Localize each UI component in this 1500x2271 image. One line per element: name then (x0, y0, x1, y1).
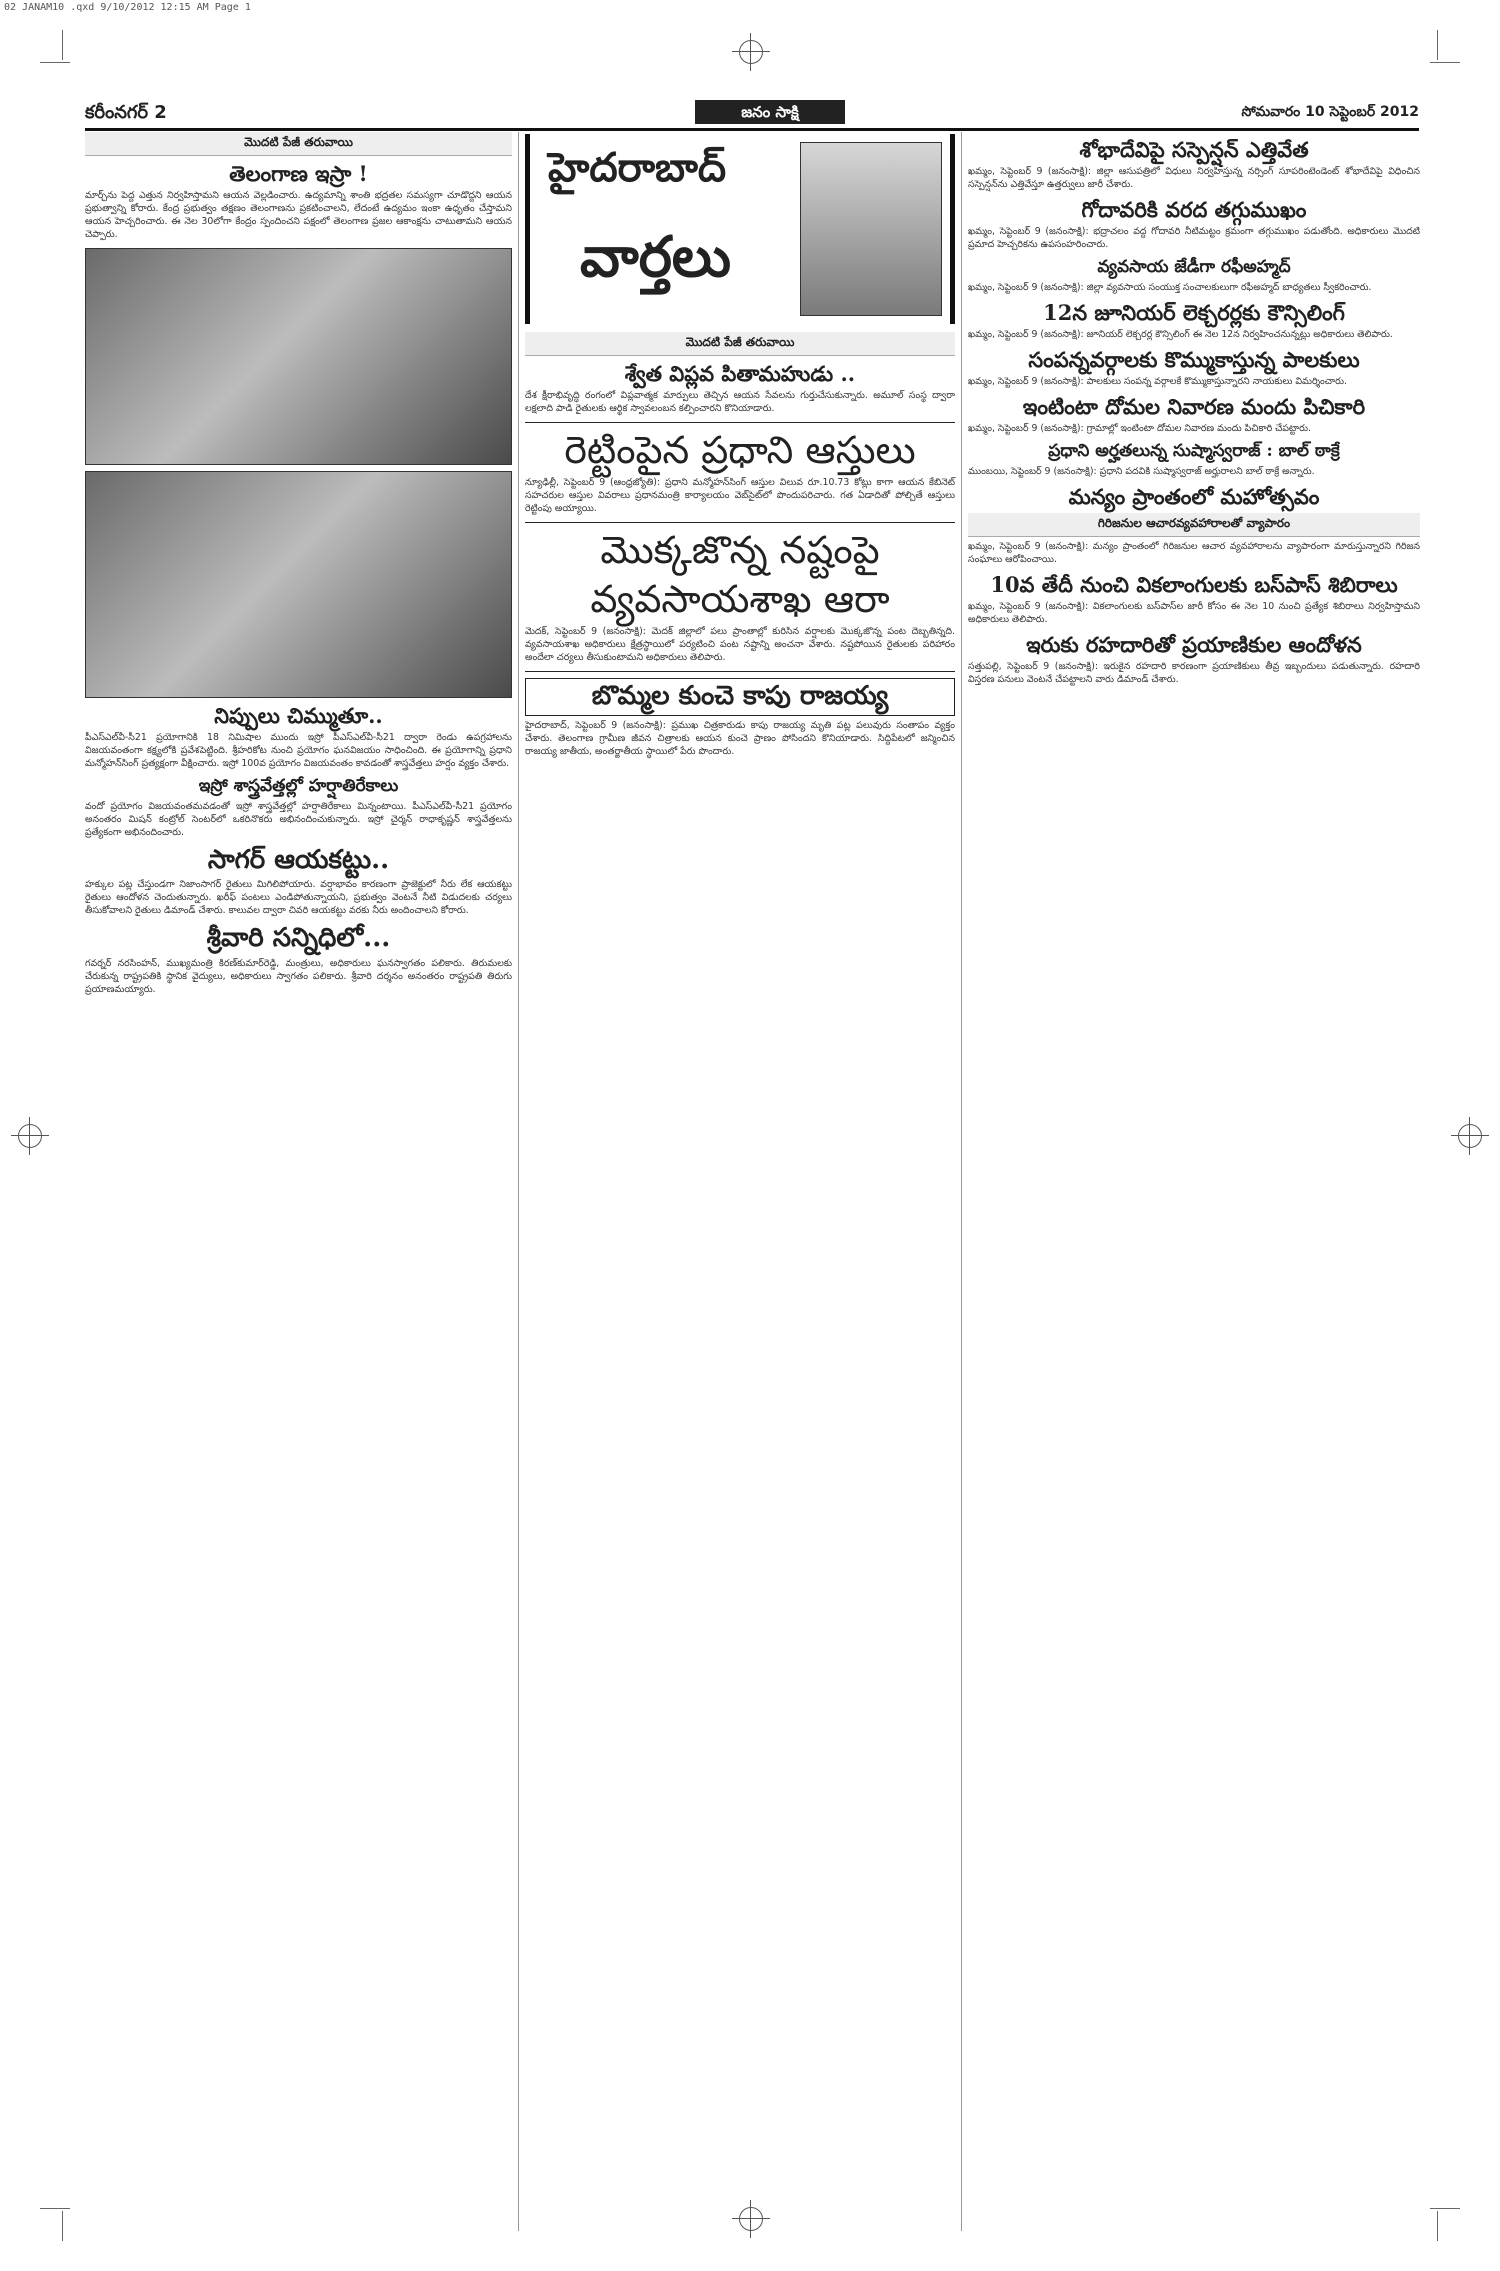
charminar-photo (800, 142, 942, 316)
column-center (525, 132, 955, 2231)
photo-protest-crowd (85, 471, 512, 698)
crop-mark (62, 30, 63, 60)
column-rule (518, 132, 519, 2231)
banner-subtitle: వార్తలు (580, 224, 731, 290)
article-body: వందో ప్రయోగం విజయవంతమవడంతో ఇస్రో శాస్త్రవేత్తల్లో హర్షాతిరేకాలు మిన్నంటాయి. పీఎస్‌ఎల్‌వీ-సీ21 ప్రయోగం అనంతరం మిషన్ కంట్రోల్ సెంటర్‌లో ఒకరినొకరు అభినందించుకున్నారు. ఇస్రో చైర్మన్ రాధాకృష్ణన్ శాస్త్రవేత్తలను ప్రత్యేకంగా అభినందించారు. (85, 800, 512, 838)
registration-mark-icon (1458, 1124, 1482, 1148)
headline: బొమ్మల కుంచె కాపు రాజయ్య (525, 678, 955, 716)
headline: ఇస్రో శాస్త్రవేత్తల్లో హర్షాతిరేకాలు (198, 776, 399, 797)
headline: ఇరుకు రహదారితో ప్రయాణికుల ఆందోళన (1026, 631, 1362, 657)
masthead-logo: జనం సాక్షి (695, 100, 845, 124)
article-body: గవర్నర్ నరసింహన్, ముఖ్యమంత్రి కిరణ్‌కుమార్‌రెడ్డి, మంత్రులు, అధికారులు ఘనస్వాగతం పలికారు. తిరుమలకు చేరుకున్న రాష్ట్రపతికి స్థానిక వైద్యులు, అధికారులు స్వాగతం పలికారు. శ్రీవారి దర్శనం అనంతరం రాష్ట్రపతి తిరుగు ప్రయాణమయ్యారు. (85, 958, 512, 996)
crop-mark (1437, 2211, 1438, 2241)
article-body: ఖమ్మం, సెప్టెంబర్ 9 (జనంసాక్షి): గ్రామాల్లో ఇంటింటా దోమల నివారణ మందు పిచికారి చేపట్టారు. (968, 423, 1311, 435)
article-body: హైదరాబాద్, సెప్టెంబర్ 9 (జనంసాక్షి): ప్రముఖ చిత్రకారుడు కాపు రాజయ్య మృతి పట్ల పలువురు సంతాపం వ్యక్తం చేశారు. తెలంగాణ గ్రామీణ జీవన చిత్రాలకు ఆయన కుంచె ప్రాణం పోసిందని కొనియాడారు. సిద్దిపేటలో జన్మించిన రాజయ్య జాతీయ, అంతర్జాతీయ స్థాయిలో పేరు పొందారు. (525, 719, 955, 757)
headline: శ్వేత విప్లవ పితామహుడు .. (624, 361, 856, 386)
article-body: ఖమ్మం, సెప్టెంబర్ 9 (జనంసాక్షి): భద్రాచలం వద్ద గోదావరి నీటిమట్టం క్రమంగా తగ్గుముఖం పడుతోంది. అధికారులు మొదటి ప్రమాద హెచ్చరికను ఉపసంహరించారు. (968, 226, 1420, 251)
banner-title: హైదరాబాద్ (548, 144, 727, 191)
column-right (968, 132, 1420, 2231)
column-left (85, 132, 512, 2231)
headline: శోభాదేవిపై సస్పెన్షన్ ఎత్తివేత (1079, 137, 1309, 162)
article-body: న్యూఢిల్లీ, సెప్టెంబర్ 9 (ఆంధ్రజ్యోతి): ప్రధాని మన్మోహన్‌సింగ్ ఆస్తుల విలువ రూ.10.73 కోట్లు కాగా ఆయన కేబినెట్ సహచరుల ఆస్తుల వివరాలు ప్రధానమంత్రి కార్యాలయం వెబ్‌సైట్‌లో పొందుపరిచారు. గత ఏడాదితో పోల్చితే ఆస్తులు రెట్టింపు అయ్యాయి. (525, 476, 955, 514)
divider (525, 522, 955, 523)
print-slug: 02 JANAM10 .qxd 9/10/2012 12:15 AM Page 1 (4, 2, 251, 13)
crop-mark (1430, 2208, 1460, 2209)
article-body: దేశ క్షీరాభివృద్ధి రంగంలో విప్లవాత్మక మార్పులు తెచ్చిన ఆయన సేవలను గుర్తుచేసుకున్నారు. అమూల్ సంస్థ ద్వారా లక్షలాది పాడి రైతులకు ఆర్థిక స్వావలంబన కల్పించారని కొనియాడారు. (525, 390, 955, 415)
section-label: కరీంనగర్ 2 (85, 102, 167, 123)
headline: 12న జూనియర్ లెక్చరర్లకు కౌన్సిలింగ్ (1043, 299, 1345, 325)
headline: గోదావరికి వరద తగ్గుముఖం (1081, 197, 1307, 223)
photo-drummers (85, 248, 512, 465)
article-body: ఖమ్మం, సెప్టెంబర్ 9 (జనంసాక్షి): జిల్లా వ్యవసాయ సంయుక్త సంచాలకులుగా రఫీఅహ్మద్ బాధ్యతలు స్వీకరించారు. (968, 281, 1372, 293)
hyderabad-news-banner (525, 134, 955, 324)
continuation-tag: మొదటి పేజీ తరువాయి (85, 132, 512, 156)
continuation-tag: మొదటి పేజీ తరువాయి (525, 332, 955, 356)
headline: మొక్కజొన్న నష్టంపై (600, 527, 880, 572)
article-body: పీఎస్‌ఎల్‌వీ-సీ21 ప్రయోగానికి 18 నిమిషాల ముందు ఇస్రో పీఎస్‌ఎల్‌వీ-సీ21 ద్వారా రెండు ఉపగ్రహాలను విజయవంతంగా కక్ష్యలోకి ప్రవేశపెట్టింది. శ్రీహరికోట నుంచి ప్రయోగం ఘనవిజయం సాధించింది. ఈ ప్రయోగాన్ని ప్రధాని మన్మోహన్‌సింగ్ ప్రత్యక్షంగా వీక్షించారు. ఇస్రో 100వ ప్రయోగం విజయవంతం కావడంతో శాస్త్రవేత్తలు హర్షం వ్యక్తం చేశారు. (85, 732, 512, 770)
headline: వ్యవసాయ జేడీగా రఫీఅహ్మద్ (1097, 257, 1291, 278)
crop-mark (62, 2211, 63, 2241)
crop-mark (1437, 30, 1438, 60)
issue-date: సోమవారం 10 సెప్టెంబర్ 2012 (1241, 104, 1419, 120)
headline: తెలంగాణ ఇస్రా ! (229, 161, 368, 186)
article-body: ఖమ్మం, సెప్టెంబర్ 9 (జనంసాక్షి): వికలాంగులకు బస్‌పాస్‌ల జారీ కోసం ఈ నెల 10 నుంచి ప్రత్యేక శిబిరాలు నిర్వహిస్తామని అధికారులు తెలిపారు. (968, 600, 1420, 625)
headline: 10వ తేదీ నుంచి వికలాంగులకు బస్‌పాస్ శిబిరాలు (990, 571, 1398, 597)
crop-mark (1430, 62, 1460, 63)
column-rule (961, 132, 962, 2231)
article-body: ఖమ్మం, సెప్టెంబర్ 9 (జనంసాక్షి): జిల్లా ఆసుపత్రిలో విధులు నిర్వహిస్తున్న నర్సింగ్ సూపరింటెండెంట్ శోభాదేవిపై విధించిన సస్పెన్షన్‌ను ఎత్తివేస్తూ ఉత్తర్వులు జారీ చేశారు. (968, 166, 1420, 191)
headline: శ్రీవారి సన్నిధిలో... (206, 923, 391, 954)
article-body: మార్చ్‌ను పెద్ద ఎత్తున నిర్వహిస్తామని ఆయన వెల్లడించారు. ఉద్యమాన్ని శాంతి భద్రతల సమస్యగా చూడొద్దని ఆయన ప్రభుత్వాన్ని కోరారు. కేంద్ర ప్రభుత్వం తక్షణం తెలంగాణను ప్రకటించాలని, లేదంటే ఉద్యమం ఇంకా ఉధృతం చేస్తామని ఆయన హెచ్చరించారు. ఈ నెల 30లోగా కేంద్రం స్పందించని పక్షంలో తెలంగాణ ప్రజల ఆకాంక్షను చాటుతామని ఆయన చెప్పారు. (85, 190, 512, 241)
registration-mark-icon (18, 1124, 42, 1148)
headline: రెట్టింపైన ప్రధాని ఆస్తులు (564, 428, 916, 473)
headline: మన్యం ప్రాంతంలో మహోత్సవం (1068, 483, 1320, 509)
headline: సాగర్ ఆయకట్టు.. (207, 844, 390, 875)
article-body: ఖమ్మం, సెప్టెంబర్ 9 (జనంసాక్షి): పాలకులు సంపన్న వర్గాలకే కొమ్ముకాస్తున్నారని నాయకులు విమర్శించారు. (968, 375, 1347, 387)
headline: ప్రధాని అర్హతలున్న సుష్మాస్వరాజ్ : బాల్ ఠాక్రే (1048, 441, 1340, 461)
crop-mark (40, 62, 70, 63)
article-body: ఖమ్మం, సెప్టెంబర్ 9 (జనంసాక్షి): మన్యం ప్రాంతంలో గిరిజనుల ఆచార వ్యవహారాలను వ్యాపారంగా మారుస్తున్నారని గిరిజన సంఘాలు ఆరోపించాయి. (968, 540, 1420, 565)
crop-mark (40, 2208, 70, 2209)
sub-headline: గిరిజనుల ఆచారవ్యవహారాలతో వ్యాపారం (968, 513, 1420, 537)
article-body: హక్కుల పట్ల చేస్తుండగా నిజాంసాగర్ రైతులు మిగిలిపోయారు. వర్షాభావం కారణంగా ప్రాజెక్టులో నీరు లేక ఆయకట్టు రైతులు ఆందోళన చెందుతున్నారు. ఖరీఫ్ పంటలు ఎండిపోతున్నాయని, ప్రభుత్వం వెంటనే నీటి విడుదలకు చర్యలు తీసుకోవాలని రైతులు డిమాండ్ చేశారు. కాలువల ద్వారా చివరి ఆయకట్టు వరకు నీరు అందించాలని కోరారు. (85, 879, 512, 917)
page-header (85, 100, 1419, 131)
article-body: ముంబయి, సెప్టెంబర్ 9 (జనంసాక్షి): ప్రధాని పదవికి సుష్మాస్వరాజ్ అర్హురాలని బాల్ ఠాక్రే అన్నారు. (968, 465, 1315, 477)
headline: వ్యవసాయశాఖ ఆరా (590, 577, 890, 622)
headline: ఇంటింటా దోమల నివారణ మందు పిచికారి (1022, 393, 1366, 419)
divider (525, 671, 955, 672)
article-body: ఖమ్మం, సెప్టెంబర్ 9 (జనంసాక్షి): జూనియర్ లెక్చరర్ల కౌన్సిలింగ్ ఈ నెల 12న నిర్వహించనున్నట్లు అధికారులు తెలిపారు. (968, 328, 1393, 340)
article-body: సత్తుపల్లి, సెప్టెంబర్ 9 (జనంసాక్షి): ఇరుకైన రహదారి కారణంగా ప్రయాణికులు తీవ్ర ఇబ్బందులు పడుతున్నారు. రహదారి విస్తరణ పనులు వెంటనే చేపట్టాలని వారు డిమాండ్ చేశారు. (968, 660, 1420, 685)
headline: నిప్పులు చిమ్ముతూ.. (214, 703, 383, 729)
article-body: మెదక్, సెప్టెంబర్ 9 (జనంసాక్షి): మెదక్ జిల్లాలో పలు ప్రాంతాల్లో కురిసిన వర్షాలకు మొక్కజొన్న పంట దెబ్బతిన్నది. వ్యవసాయశాఖ అధికారులు క్షేత్రస్థాయిలో పర్యటించి పంట నష్టాన్ని అంచనా వేశారు. నష్టపోయిన రైతులకు పరిహారం అందేలా చర్యలు తీసుకుంటామని అధికారులు తెలిపారు. (525, 626, 955, 663)
registration-mark-icon (739, 40, 763, 64)
divider (525, 422, 955, 423)
headline: సంపన్నవర్గాలకు కొమ్ముకాస్తున్న పాలకులు (1028, 346, 1360, 372)
